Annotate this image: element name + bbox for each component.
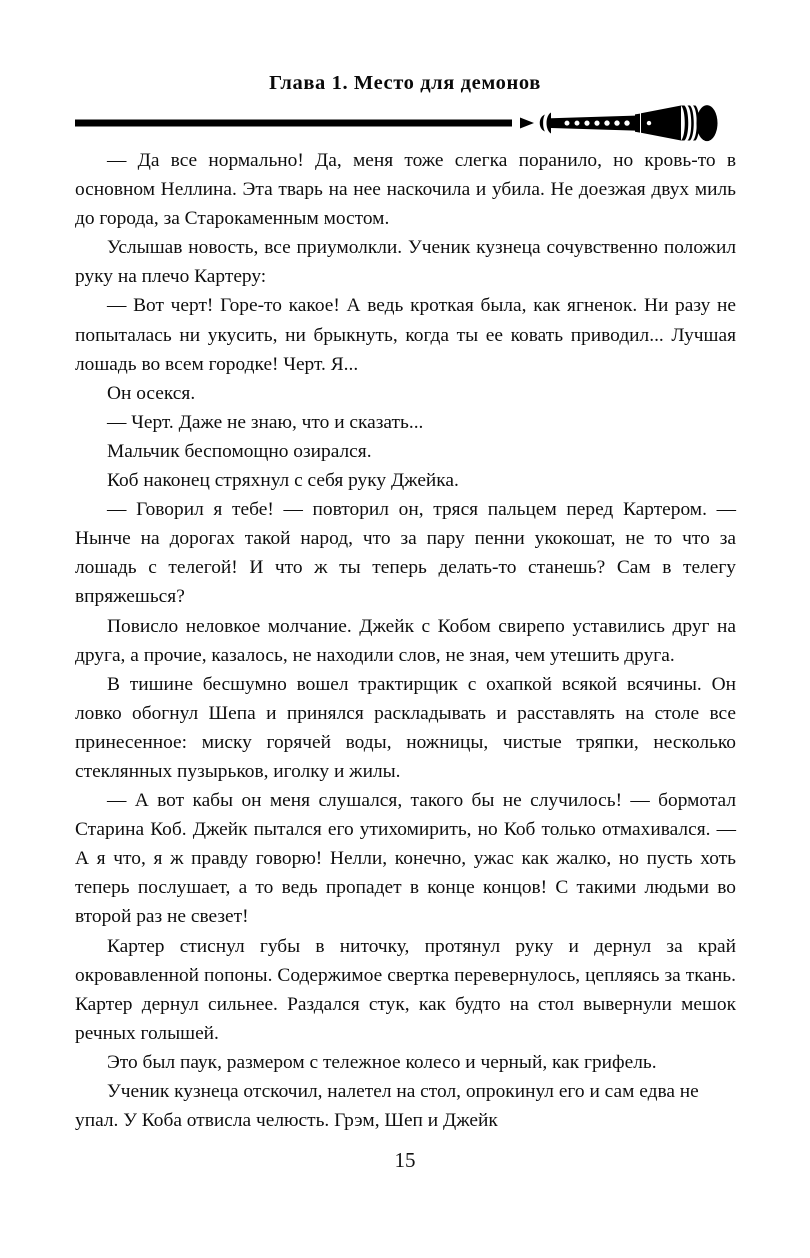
paragraph: Мальчик беспомощно озирался. [107, 440, 372, 462]
paragraph: — Да все нормально! Да, меня тоже слегка поранило, но кровь-то в основном Неллина. Эта тварь на нее наскочила и убила. Не доезжая двух миль до города, за Старокаменным мостом. [75, 150, 736, 230]
paragraph: — Говорил я тебе! — повторил он, тряся пальцем перед Картером. — Нынче на дорогах такой народ, что за пару пенни укокошат, не то что за лошадь с телегой! И что ж ты теперь делать-то станешь? Сам в телегу впряжешься? [75, 499, 736, 608]
paragraph: Он осекся. [107, 382, 196, 404]
page-header [75, 72, 735, 132]
paragraph: Ученик кузнеца отскочил, налетел на стол, опрокинул его и сам едва не упал. У Коба отвисла челюсть. Грэм, Шеп и Джейк [75, 1081, 699, 1132]
paragraph: Картер стиснул губы в ниточку, протянул руку и дернул за край окровавленной попоны. Содержимое свертка перевернулось, цепляясь за ткань. Картер дернул сильнее. Раздался стук, как будто на стол вывернули мешок речных голышей. [75, 935, 736, 1044]
horn-rule-ornament [75, 104, 735, 142]
paragraph: — Черт. Даже не знаю, что и сказать... [107, 411, 424, 433]
body-text [75, 146, 736, 1135]
paragraph: В тишине бесшумно вошел трактирщик с охапкой всякой всячины. Он ловко обогнул Шепа и принялся раскладывать и расставлять на столе все принесенное: миску горячей воды, ножницы, чистые тряпки, несколько стеклянных пузырьков, иголку и жилы. [75, 673, 736, 782]
page-title: Глава 1. Место для демонов [269, 72, 541, 94]
paragraph: — Вот черт! Горе-то какое! А ведь кроткая была, как ягненок. Ни разу не попыталась ни укусить, ни брыкнуть, когда ты ее ковать приводил... Лучшая лошадь во всем городке! Черт. Я... [75, 295, 736, 375]
paragraph: Повисло неловкое молчание. Джейк с Кобом свирепо уставились друг на друга, а прочие, казалось, не находили слов, не зная, чем утешить друга. [75, 615, 736, 666]
paragraph: — А вот кабы он меня слушался, такого бы не случилось! — бормотал Старина Коб. Джейк пытался его утихомирить, но Коб только отмахивался. — А я что, я ж правду говорю! Нелли, конечно, ужас как жалко, но пусть хоть теперь послушает, а то ведь пропадет в конце концов! С такими людьми во второй раз не свезет! [75, 790, 736, 928]
paragraph: Это был паук, размером с тележное колесо и черный, как грифель. [107, 1051, 657, 1073]
page-number: 15 [394, 1148, 416, 1172]
paragraph: Коб наконец стряхнул с себя руку Джейка. [107, 470, 459, 492]
paragraph: Услышав новость, все приумолкли. Ученик кузнеца сочувственно положил руку на плечо Картеру: [75, 237, 736, 288]
